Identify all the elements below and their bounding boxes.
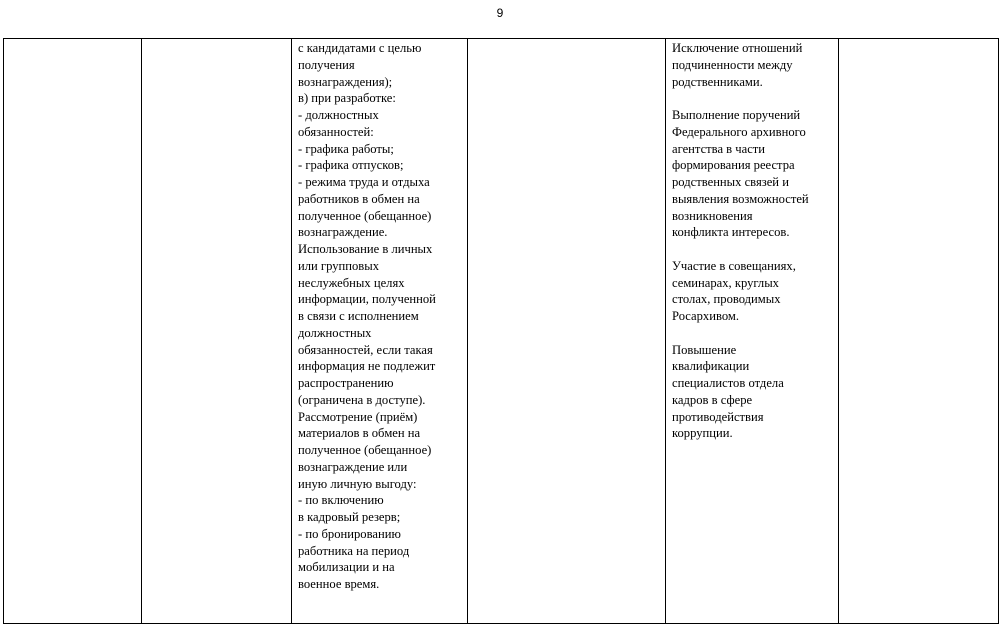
table-row <box>4 39 999 624</box>
table-cell-measures <box>666 39 839 624</box>
table-cell-col1 <box>4 39 142 624</box>
document-table <box>3 38 999 624</box>
table-cell-risks <box>292 39 468 624</box>
cell-text-col6 <box>839 39 998 40</box>
cell-text-col2 <box>142 39 291 40</box>
cell-text-risks: с кандидатами с целью получения вознаграждения); в) при разработке: - должностных обязанностей: - графика работы; - графика отпусков; - режима труда и отдыха работников в обмен на полученное (обещанное) вознаграждение. Использование в личных или групповых неслужебных целях информации, полученной в связи с исполнением должностных обязанностей, если такая информация не подлежит распространению (ограничена в доступе). Рассмотрение (приём) материалов в обмен на полученное (обещанное) вознаграждение или иную личную выгоду: - по включению в кадровый резерв; - по бронированию работника на период мобилизации и на военное время. <box>298 41 436 591</box>
table-cell-col6 <box>839 39 999 624</box>
cell-text-col4 <box>468 39 665 40</box>
page-number: 9 <box>496 6 504 20</box>
cell-text-col1 <box>4 39 141 40</box>
cell-text-measures: Исключение отношений подчиненности между родственниками. Выполнение поручений Федерального архивного агентства в части формирования реестра родственных связей и выявления возможностей возникновения конфликта интересов. Участие в совещаниях, семинарах, круглых столах, проводимых Росархивом. Повышение квалификации специалистов отдела кадров в сфере противодействия коррупции. <box>672 41 809 441</box>
table-cell-col2 <box>142 39 292 624</box>
table-cell-col4 <box>468 39 666 624</box>
